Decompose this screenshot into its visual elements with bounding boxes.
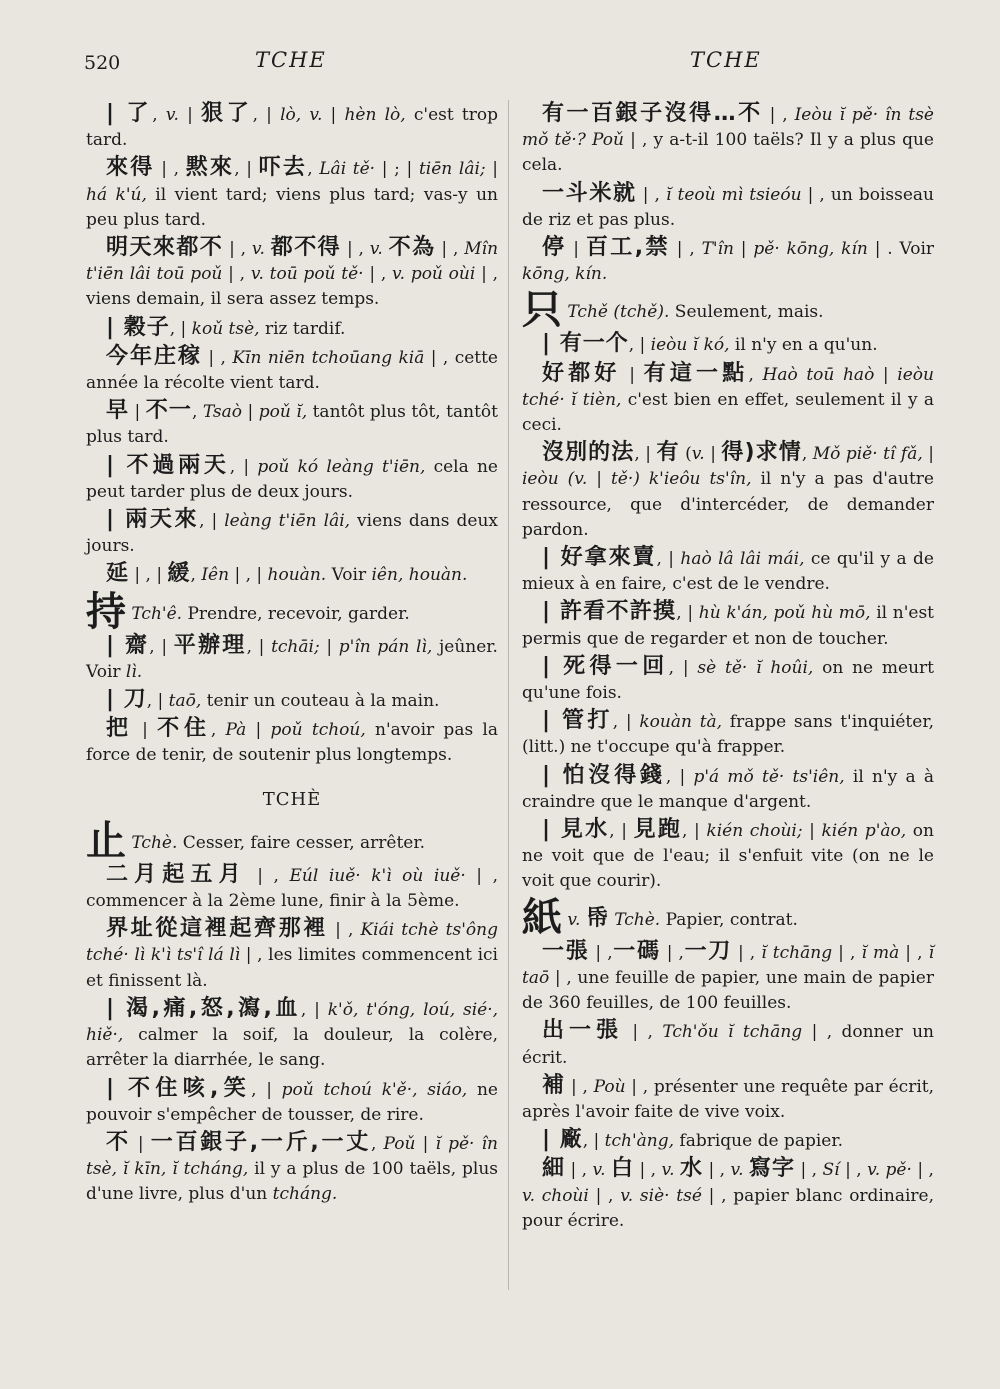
sub-entry	[86, 716, 498, 768]
sub-entry	[86, 916, 498, 994]
definition-text: , |	[149, 636, 174, 657]
definition-text: ,	[307, 159, 320, 180]
chinese-text: | 死得一回	[542, 653, 669, 679]
definition-text: tantôt plus tôt, tantôt plus tard.	[86, 402, 498, 448]
definition-text: | ,	[636, 184, 667, 205]
definition-text: on ne meurt qu'une fois.	[522, 657, 934, 704]
romanization: tcháng.	[272, 1184, 338, 1205]
definition-text: | ,	[634, 1160, 662, 1181]
chinese-text: 都不得	[270, 235, 342, 261]
chinese-text: | 刀	[106, 687, 147, 713]
chinese-text: 界址從這裡起齊那裡	[106, 916, 329, 942]
sub-entry	[522, 361, 934, 439]
romanization: ieòu (v.	[522, 469, 588, 490]
chinese-text: | 穀子	[106, 314, 170, 340]
definition-text: calmer la soif, la douleur, la colère, arrêter la diarrhée, le sang.	[86, 1025, 498, 1071]
definition-text: |	[485, 159, 499, 180]
chinese-text: 一斗米就	[542, 180, 637, 206]
definition-text: , |	[251, 1079, 282, 1100]
chinese-text: 明天來都不	[106, 235, 224, 261]
romanization: v. choùi	[522, 1185, 589, 1206]
romanization: ieòu ĭ kó,	[650, 335, 730, 356]
romanization: ieòu tché· ĭ tièn,	[522, 364, 934, 410]
chinese-text: 一百銀子,一斤,一丈	[150, 1129, 371, 1155]
romanization: v.	[165, 105, 179, 125]
definition-text: | , donner un écrit.	[522, 1022, 934, 1068]
chinese-text: 好都好	[542, 360, 621, 386]
headword-character: 紙	[522, 894, 562, 941]
sub-entry	[86, 862, 498, 914]
sub-entry	[86, 101, 498, 153]
definition-text: | , papier blanc ordinaire, pour écrire.	[522, 1185, 934, 1231]
romanization: ĭ pě· în tsè, ĭ kīn, ĭ tcháng,	[86, 1133, 498, 1180]
definition-text: viens dans deux jours.	[86, 511, 498, 557]
romanization: Sí	[822, 1160, 840, 1181]
romanization: v. poǔ oùi	[392, 264, 476, 285]
headword-character: 只	[522, 287, 562, 334]
definition-text: | ,	[202, 347, 233, 368]
chinese-text: 不	[106, 1129, 131, 1155]
romanization: Tch'ǒu ĭ tchāng	[662, 1022, 803, 1043]
chinese-text: 有	[656, 440, 680, 466]
definition-text: |	[132, 720, 158, 741]
chinese-text: 把	[106, 716, 133, 742]
romanization: k'ǒ, t'óng, loú, sié·, hiě·,	[86, 999, 498, 1046]
chinese-text: 細	[542, 1156, 566, 1182]
romanization: koǔ tsè,	[191, 318, 260, 339]
definition-text: frappe sans t'inquiéter, (litt.) ne t'occupe qu'à frapper.	[522, 712, 934, 758]
chinese-text: 今年庄稼	[106, 343, 202, 369]
definition-text: il n'y a pas d'autre ressource, que d'intercéder, de demander pardon.	[522, 469, 934, 540]
headword-character: 持	[86, 588, 126, 635]
romanization: hèn lò,	[344, 105, 406, 125]
sub-entry	[86, 1076, 498, 1128]
definition-text: | ,	[222, 264, 251, 285]
romanization: houàn.	[267, 565, 327, 586]
definition-text: ,	[152, 105, 166, 125]
definition-text: fabrique de papier.	[674, 1131, 843, 1152]
romanization: Pà	[225, 720, 247, 741]
definition-text: il vient tard; viens plus tard; vas-y un peu plus tard.	[86, 184, 498, 230]
romanization: tiēn lâi;	[418, 159, 486, 180]
definition-text: | , viens demain, il sera assez temps.	[86, 264, 498, 310]
page-header	[0, 48, 1000, 78]
chinese-text: 一碼	[612, 938, 661, 964]
definition-text: , |	[146, 691, 169, 712]
definition-text: |	[242, 402, 259, 423]
definition-text: c'est bien en effet, seulement il y a ceci.	[522, 389, 934, 436]
definition-text: , |	[229, 456, 258, 477]
romanization: poǔ tchoú,	[270, 720, 366, 741]
romanization: ĭ taō	[522, 942, 934, 988]
romanization: Haò toū haò	[762, 364, 875, 385]
romanization: Tchè.	[614, 909, 661, 930]
definition-text: , |	[612, 712, 640, 733]
definition-text: | ,	[731, 942, 762, 963]
chinese-text: 平辦理	[173, 632, 247, 658]
definition-text: | ,	[565, 1076, 594, 1097]
definition-text: ,	[190, 565, 202, 586]
definition-text: il n'y a à craindre que le manque d'argent.	[522, 766, 934, 812]
definition-text: | , cette année la récolte vient tard.	[86, 347, 498, 394]
sub-entry	[522, 1156, 934, 1234]
definition-text: Papier, contrat.	[660, 909, 798, 930]
right-column	[522, 101, 934, 1236]
romanization: pě· kōng, kín	[753, 239, 868, 260]
definition-text: | ,	[328, 920, 361, 941]
running-head-left: TCHE	[255, 48, 327, 72]
definition-text: cela ne peut tarder plus de deux jours.	[86, 456, 498, 502]
sub-entry	[522, 101, 934, 179]
chinese-text: | 怕沒得錢	[542, 762, 666, 788]
chinese-text: 白	[610, 1156, 635, 1182]
definition-text: , |	[234, 159, 259, 180]
definition-text: (	[679, 444, 692, 465]
romanization: há k'ú,	[86, 184, 147, 205]
romanization: iên, houàn.	[371, 565, 468, 586]
romanization: kién choùi;	[706, 821, 803, 842]
definition-text: | ,	[622, 1022, 663, 1043]
definition-text: , |	[668, 657, 698, 678]
definition-text: | . Voir	[867, 239, 935, 260]
chinese-text: 不為	[388, 235, 436, 261]
sub-entry	[86, 315, 498, 342]
definition-text: Voir	[326, 565, 372, 586]
definition-text: | , commencer à la 2ème lune, finir à la 5ème.	[86, 865, 498, 912]
definition-text: |	[802, 821, 822, 842]
definition-text: | ,	[839, 1160, 868, 1181]
definition-text: , |	[628, 335, 651, 356]
chinese-text: | 不過兩天	[106, 452, 230, 478]
romanization: ĭ tchāng	[761, 942, 833, 963]
definition-text: , |	[246, 636, 272, 657]
definition-text: | , y a-t-il 100 taëls? Il y a plus que cela.	[522, 130, 934, 176]
chinese-text: 有這一點	[643, 360, 749, 386]
headword-entry	[522, 894, 934, 941]
romanization: tchāi;	[271, 636, 320, 657]
definition-text: , |	[665, 766, 694, 787]
sub-entry	[522, 939, 934, 1017]
chinese-text: 來得	[106, 155, 155, 181]
definition-text: riz tardif.	[259, 318, 346, 339]
chinese-text: 補	[542, 1072, 566, 1098]
sub-entry	[86, 687, 498, 714]
column-divider	[508, 100, 509, 1290]
romanization: v.	[250, 264, 264, 285]
definition-text: | , un boisseau de riz et pas plus.	[522, 184, 934, 230]
definition-text: | ; |	[375, 159, 419, 180]
romanization: taō,	[168, 691, 202, 712]
romanization: tch'àng,	[604, 1131, 675, 1152]
romanization: lò, v.	[280, 105, 323, 125]
sub-entry	[522, 1127, 934, 1154]
romanization: kōng, kín.	[522, 264, 608, 285]
chinese-text: 帋	[585, 905, 609, 931]
definition-text: |	[704, 444, 722, 465]
sub-entry	[522, 440, 934, 543]
headword-entry	[86, 817, 498, 864]
definition-text: |	[587, 469, 611, 490]
definition-text: |	[129, 402, 146, 423]
definition-text: |	[566, 239, 586, 260]
definition-text: | ,	[762, 105, 795, 125]
definition-text: | , présenter une requête par écrit, après l'avoir faite de vive voix.	[522, 1076, 935, 1122]
sub-entry	[522, 599, 934, 651]
definition-text: ,	[801, 444, 813, 465]
chinese-text: 得)求情	[721, 440, 802, 466]
romanization: Tchè.	[131, 832, 178, 853]
romanization: ĭ teoù mì tsieóu	[666, 184, 802, 205]
sub-entry	[522, 817, 934, 895]
romanization: v.	[691, 444, 705, 465]
sub-entry	[86, 344, 498, 396]
definition-text: | ,	[660, 942, 684, 963]
sub-entry	[86, 561, 498, 588]
definition-text: | ,	[589, 942, 613, 963]
sub-entry	[86, 1130, 498, 1208]
romanization: p'á mǒ tě· ts'iên,	[693, 766, 845, 787]
definition-text: ce qu'il y a de mieux à en faire, c'est de le vendre.	[522, 549, 934, 595]
chinese-text: | 好拿來賣	[542, 545, 657, 571]
definition-text: on ne voit que de l'eau; il s'enfuit vite (on ne le voit que courir).	[522, 821, 934, 892]
chinese-text: 二月起五月	[106, 861, 247, 887]
definition-text: |	[319, 636, 339, 657]
romanization: Poǔ	[383, 1133, 416, 1154]
chinese-text: 見跑	[633, 817, 683, 843]
definition-text: ,	[191, 402, 203, 423]
definition-text: , |	[634, 444, 657, 465]
sub-entry	[86, 507, 498, 559]
definition-text: | ,	[154, 159, 186, 180]
definition-text: | ,	[588, 1185, 621, 1206]
romanization: Mǒ piě· tî fǎ,	[812, 444, 923, 465]
page-number: 520	[84, 52, 121, 74]
chinese-text: | 廠	[542, 1127, 583, 1153]
definition-text: |	[874, 364, 898, 385]
sub-entry	[86, 453, 498, 505]
romanization: v.	[251, 239, 265, 260]
romanization: Tsaò	[202, 402, 243, 423]
romanization: hù k'án, poǔ hù mō,	[698, 603, 871, 624]
romanization: sè tě· ĭ hoûi,	[697, 657, 814, 678]
definition-text: | , |	[129, 565, 168, 586]
definition-text: TCHÈ	[262, 788, 322, 810]
chinese-text: 狠了	[201, 101, 253, 126]
definition-text: ne pouvoir s'empêcher de tousser, de rire.	[86, 1079, 498, 1125]
chinese-text: | 有一个	[542, 331, 629, 357]
definition-text: Seulement, mais.	[669, 302, 824, 323]
definition-text: |	[322, 105, 345, 125]
sub-entry	[522, 331, 934, 358]
definition-text: il y a plus de 100 taëls, plus d'une livre, plus d'un	[86, 1159, 498, 1205]
romanization: v.	[730, 1160, 744, 1181]
definition-text: n'avoir pas la force de tenir, de soutenir plus longtemps.	[86, 720, 499, 766]
chinese-text: | 管打	[542, 708, 613, 734]
romanization: haò lâ lâi mái,	[680, 549, 805, 570]
chinese-text: 停	[542, 235, 567, 261]
romanization: Kiái tchè ts'ông tché· lì k'ì ts'î lá lì	[86, 920, 498, 966]
definition-text: , |	[676, 603, 699, 624]
definition-text: | , |	[229, 565, 268, 586]
sub-entry	[522, 763, 934, 815]
definition-text: | ,	[341, 239, 370, 260]
romanization: kouàn tà,	[639, 712, 723, 733]
definition-text: | ,	[832, 942, 862, 963]
definition-text: , |	[582, 1131, 605, 1152]
romanization: Tchě (tchě).	[567, 302, 670, 323]
definition-text: | ,	[911, 1160, 934, 1181]
definition-text: | ,	[435, 239, 465, 260]
left-column	[86, 101, 498, 1210]
chinese-text: 一張	[542, 938, 590, 964]
definition-text: tenir un couteau à la main.	[201, 691, 440, 712]
chinese-text: 不一	[145, 398, 192, 424]
chinese-text: 一刀	[683, 938, 732, 964]
definition-text: , |	[609, 821, 634, 842]
definition-text: Prendre, recevoir, garder.	[182, 603, 410, 624]
chinese-text: | 了	[106, 101, 153, 126]
romanization: Mîn t'iēn lâi toū poǔ	[86, 239, 499, 285]
chinese-text: 延	[106, 561, 130, 587]
romanization: Eúl iuě· k'ì où iuě·	[289, 865, 466, 886]
chinese-text: | 兩天來	[106, 507, 200, 533]
sub-entry	[522, 654, 934, 706]
chinese-text: 不住	[157, 716, 211, 742]
definition-text: jeûner. Voir	[86, 636, 498, 682]
definition-text: il n'est permis que de regarder et non de toucher.	[522, 603, 934, 649]
headword-entry	[86, 588, 498, 635]
sub-entry	[522, 235, 934, 287]
definition-text: |	[246, 720, 271, 741]
romanization: v.	[661, 1160, 675, 1181]
chinese-text: 有一百銀子沒得…不	[542, 101, 763, 126]
sub-entry	[86, 235, 498, 313]
romanization: v.	[592, 1160, 606, 1181]
chinese-text: | 不住咳,笑	[106, 1075, 252, 1101]
headword-character: 止	[86, 817, 126, 864]
romanization: v. pě·	[867, 1160, 912, 1181]
romanization: v.	[567, 909, 581, 930]
definition-text: il n'y en a qu'un.	[729, 335, 878, 356]
definition-text: | ,	[223, 239, 252, 260]
definition-text: | ,	[565, 1160, 593, 1181]
definition-text: | , une feuille de papier, une main de papier de 360 feuilles, de 100 feuilles.	[522, 967, 934, 1014]
romanization: Poù	[593, 1076, 626, 1097]
sub-entry	[86, 996, 498, 1074]
definition-text: |	[620, 364, 644, 385]
definition-text: |	[178, 105, 201, 125]
definition-text: | ,	[363, 264, 393, 285]
definition-text: |	[415, 1133, 436, 1154]
sub-entry	[522, 181, 934, 233]
romanization: Lâi tě·	[319, 159, 376, 180]
chinese-text: 緩	[167, 561, 191, 587]
romanization: p'în pán lì,	[338, 636, 433, 657]
definition-text: c'est trop tard.	[86, 105, 498, 151]
romanization: Iên	[201, 565, 230, 586]
romanization: Ieòu ĭ pě· în tsè mǒ tě·? Poǔ	[522, 105, 934, 151]
romanization: tě·) k'ieôu ts'în,	[610, 469, 752, 490]
romanization: ĭ mà	[861, 942, 900, 963]
chinese-text: 黙來	[185, 155, 235, 181]
definition-text: , |	[199, 511, 225, 532]
romanization: lì.	[125, 661, 143, 682]
romanization: kién p'ào,	[821, 821, 907, 842]
definition-text: , |	[656, 549, 681, 570]
sub-entry	[86, 155, 498, 233]
romanization: v. siè· tsé	[620, 1185, 702, 1206]
definition-text: | ,	[795, 1160, 823, 1181]
headword-entry	[522, 287, 934, 334]
definition-text: |	[922, 444, 934, 465]
chinese-text: | 見水	[542, 817, 610, 843]
definition-text: | , les limites commencent ici et finissent là.	[86, 945, 498, 991]
romanization: poǔ ĭ,	[258, 402, 308, 423]
section-heading	[86, 787, 498, 812]
romanization: T'în	[701, 239, 734, 260]
romanization: Tch'ê.	[131, 603, 183, 624]
romanization: toū poǔ tě·	[269, 264, 364, 285]
definition-text: | ,	[899, 942, 929, 963]
definition-text: |	[130, 1133, 151, 1154]
chinese-text: 吓去	[258, 155, 308, 181]
romanization: poǔ kó leàng t'iēn,	[257, 456, 426, 477]
romanization: v.	[369, 239, 383, 260]
definition-text: |	[733, 239, 754, 260]
romanization: Kīn niēn tchoūang kiā	[232, 347, 425, 368]
sub-entry	[86, 398, 498, 450]
definition-text: | ,	[703, 1160, 731, 1181]
definition-text: ,	[748, 364, 763, 385]
running-head-right: TCHE	[690, 48, 762, 72]
definition-text: | ,	[246, 865, 290, 886]
sub-entry	[522, 708, 934, 760]
definition-text: Cesser, faire cesser, arrêter.	[177, 832, 426, 853]
sub-entry	[522, 545, 934, 597]
romanization: leàng t'iēn lâi,	[224, 511, 351, 532]
chinese-text: 百工,禁	[585, 235, 670, 261]
chinese-text: 出一張	[542, 1018, 623, 1044]
chinese-text: | 渴,痛,怒,瀉,血	[106, 995, 301, 1021]
definition-text: ,	[210, 720, 226, 741]
chinese-text: | 許看不許摸	[542, 599, 677, 625]
definition-text: , |	[682, 821, 707, 842]
sub-entry	[522, 1018, 934, 1070]
chinese-text: 早	[106, 398, 130, 424]
sub-entry	[86, 633, 498, 685]
chinese-text: | 齋	[106, 632, 150, 658]
definition-text: ,	[370, 1133, 384, 1154]
romanization: poǔ tchoú k'ě·, siáo,	[281, 1079, 468, 1100]
definition-text: | ,	[669, 239, 702, 260]
definition-text: , |	[169, 318, 192, 339]
definition-text: , |	[252, 105, 281, 125]
definition-text: , |	[300, 999, 328, 1020]
chinese-text: 沒別的法	[542, 440, 635, 466]
chinese-text: 水	[679, 1156, 704, 1182]
chinese-text: 寫字	[748, 1156, 796, 1182]
sub-entry	[522, 1073, 934, 1125]
